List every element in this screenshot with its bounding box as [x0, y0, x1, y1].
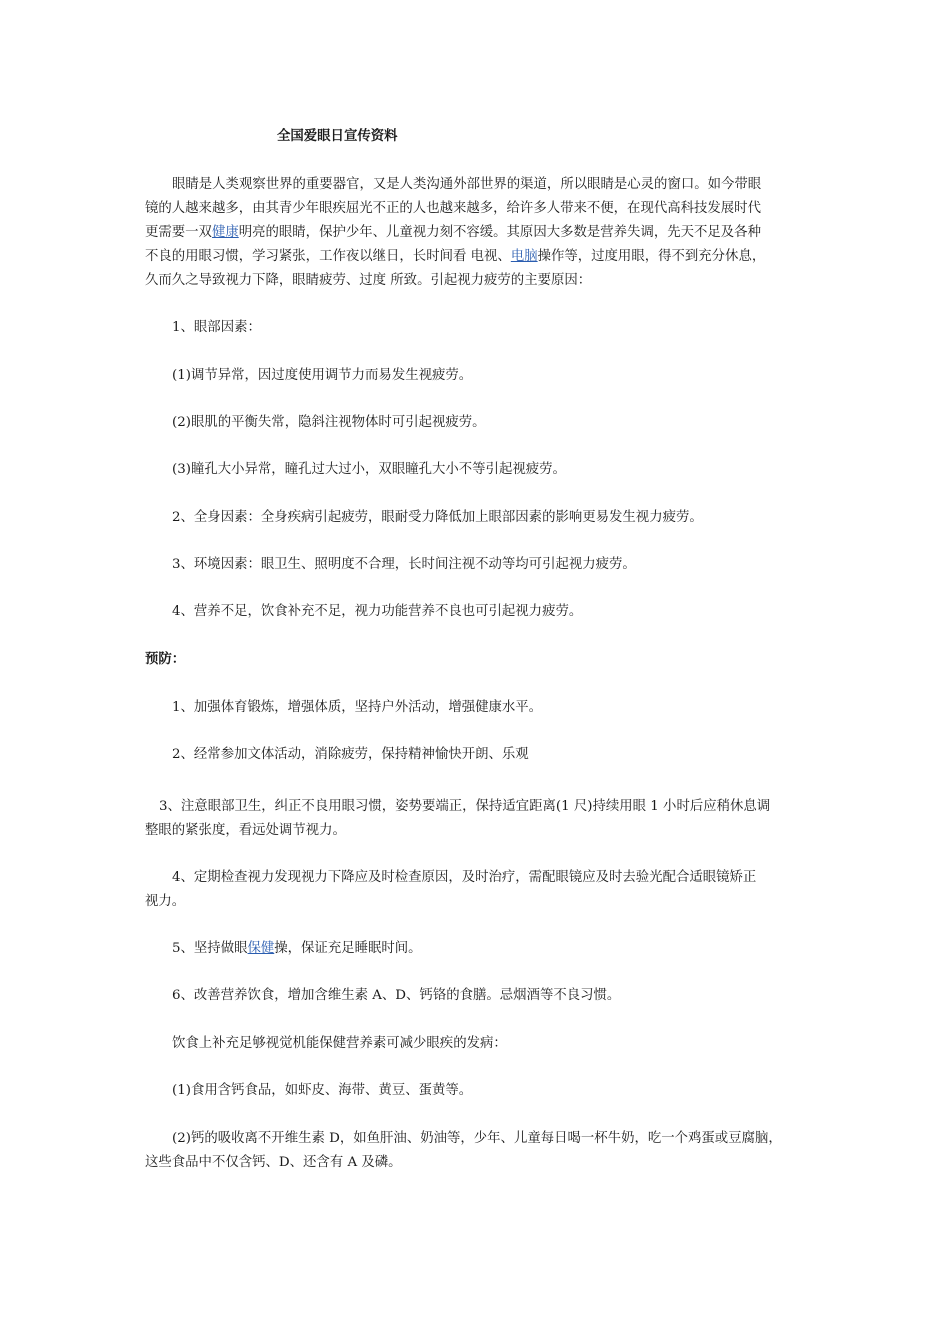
intro-line-4-start: 不良的用眼习惯，学习紧张，工作夜以继日，长时间看 电视、: [145, 249, 511, 264]
intro-line-4: [145, 245, 765, 269]
intro-line-4-end: 操作等，过度用眼，得不到充分休息，: [537, 249, 766, 264]
link-care[interactable]: 保健: [247, 941, 275, 956]
prevention-4-line-2: 视力。: [145, 894, 186, 909]
intro-line-3: [145, 221, 761, 245]
link-computer[interactable]: 电脑: [510, 249, 538, 264]
prevention-5-start: 5、坚持做眼: [172, 941, 248, 956]
intro-line-3-end: 明亮的眼睛，保护少年、儿童视力刻不容缓。其原因大多数是营养失调，先天不足及各种: [238, 225, 761, 240]
prevention-heading: 预防：: [145, 652, 186, 667]
prevention-3-line-1: 3、注意眼部卫生，纠正不良用眼习惯，姿势要端正，保持适宜距离(1 尺)持续用眼 1 小时后应稍休息调: [159, 799, 771, 814]
prevention-2: 2、经常参加文体活动，消除疲劳，保持精神愉快开朗、乐观: [172, 747, 529, 762]
intro-line-1: 眼睛是人类观察世界的重要器官，又是人类沟通外部世界的渠道，所以眼睛是心灵的窗口。如今带眼: [172, 177, 762, 192]
cause-1a: (1)调节异常，因过度使用调节力而易发生视疲劳。: [172, 368, 473, 383]
intro-line-3-start: 更需要一双: [145, 225, 212, 240]
prevention-6: 6、改善营养饮食，增加含维生素 A、D、钙铬的食膳。忌烟酒等不良习惯。: [172, 988, 621, 1003]
cause-1: 1、眼部因素：: [172, 320, 261, 335]
cause-2: 2、全身因素：全身疾病引起疲劳，眼耐受力降低加上眼部因素的影响更易发生视力疲劳。: [172, 510, 703, 525]
diet-1: (1)食用含钙食品，如虾皮、海带、黄豆、蛋黄等。: [172, 1083, 473, 1098]
page-title: 全国爱眼日宣传资料: [277, 129, 398, 144]
prevention-1: 1、加强体育锻炼，增强体质，坚持户外活动，增强健康水平。: [172, 700, 543, 715]
prevention-5: [172, 937, 422, 961]
intro-line-5: 久而久之导致视力下降，眼睛疲劳、过度 所致。引起视力疲劳的主要原因：: [145, 273, 592, 288]
cause-1b: (2)眼肌的平衡失常，隐斜注视物体时可引起视疲劳。: [172, 415, 486, 430]
prevention-4-line-1: 4、定期检查视力发现视力下降应及时检查原因，及时治疗，需配眼镜应及时去验光配合适眼镜矫正: [172, 870, 757, 885]
diet-intro: 饮食上补充足够视觉机能保健营养素可减少眼疾的发病：: [172, 1036, 507, 1051]
link-health[interactable]: 健康: [211, 225, 239, 240]
diet-2-line-2: 这些食品中不仅含钙、D、还含有 A 及磷。: [145, 1155, 402, 1170]
cause-1c: (3)瞳孔大小异常，瞳孔过大过小，双眼瞳孔大小不等引起视疲劳。: [172, 462, 566, 477]
prevention-5-end: 操，保证充足睡眠时间。: [274, 941, 422, 956]
prevention-3-line-2: 整眼的紧张度，看远处调节视力。: [145, 823, 346, 838]
cause-4: 4、营养不足，饮食补充不足，视力功能营养不良也可引起视力疲劳。: [172, 604, 583, 619]
diet-2-line-1: (2)钙的吸收离不开维生素 D，如鱼肝油、奶油等，少年、儿童每日喝一杯牛奶，吃一个鸡蛋或豆腐脑，: [172, 1131, 782, 1146]
intro-line-2: 镜的人越来越多，由其青少年眼疾屈光不正的人也越来越多，给许多人带来不便，在现代高科技发展时代: [145, 201, 761, 216]
cause-3: 3、环境因素：眼卫生、照明度不合理，长时间注视不动等均可引起视力疲劳。: [172, 557, 636, 572]
